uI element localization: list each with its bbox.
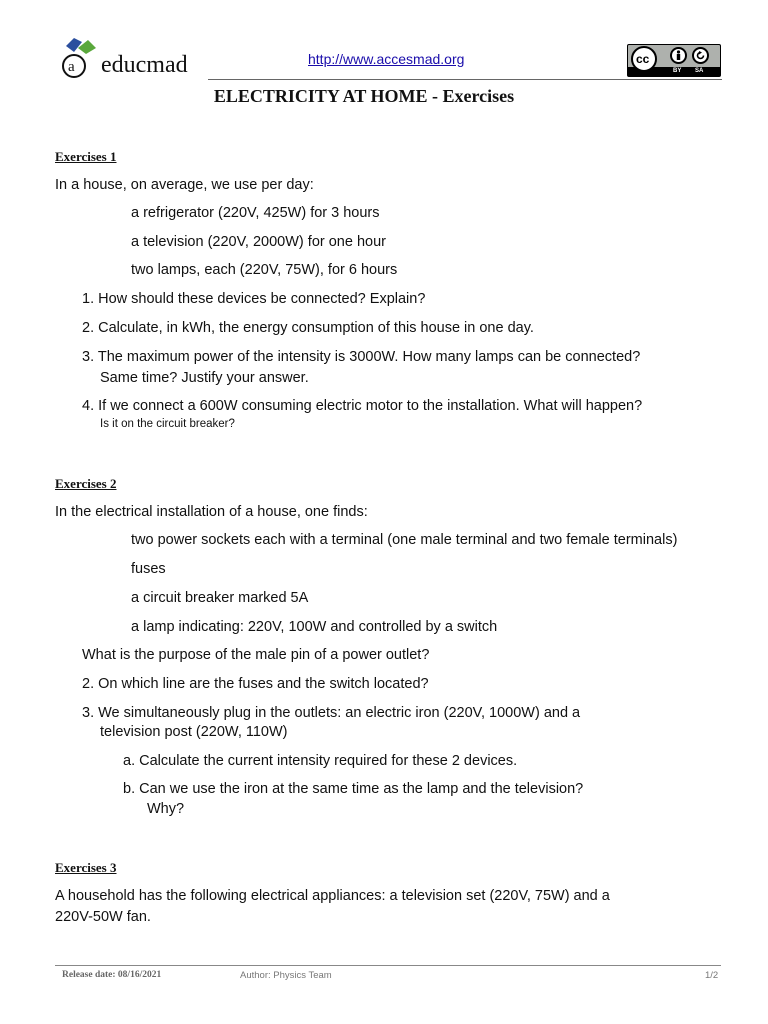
share-alike-icon [692, 47, 709, 64]
exercise-1-question-4: 4. If we connect a 600W consuming electric motor to the installation. What will happen? [82, 398, 643, 414]
cc-icon: cc [631, 46, 657, 72]
exercise-3-heading: Exercises 3 [55, 860, 117, 875]
exercise-1-question-4-cont: Is it on the circuit breaker? [100, 418, 235, 430]
list-item: a refrigerator (220V, 425W) for 3 hours [131, 205, 380, 221]
educmad-logo [56, 36, 206, 84]
exercise-1-question-2: 2. Calculate, in kWh, the energy consumption of this house in one day. [82, 320, 534, 336]
exercise-2-question-3: 3. We simultaneously plug in the outlets: an electric iron (220V, 1000W) and a [82, 705, 581, 721]
exercise-1-question-3-cont: Same time? Justify your answer. [100, 370, 309, 386]
exercise-2-question-3b: b. Can we use the iron at the same time as the lamp and the television? [123, 781, 584, 797]
list-item: a television (220V, 2000W) for one hour [131, 234, 386, 250]
sa-label: SA [695, 68, 704, 74]
exercise-1-intro: In a house, on average, we use per day: [55, 177, 314, 193]
page-title: ELECTRICITY AT HOME - Exercises [213, 86, 515, 106]
header-divider [208, 79, 722, 80]
list-item: two lamps, each (220V, 75W), for 6 hours [131, 262, 398, 278]
exercise-2-question-2: 2. On which line are the fuses and the switch located? [82, 676, 429, 692]
list-item: a lamp indicating: 220V, 100W and controlled by a switch [131, 619, 498, 635]
exercise-2-question-3a: a. Calculate the current intensity required for these 2 devices. [123, 753, 518, 769]
author: Author: Physics Team [240, 970, 332, 981]
svg-text:a: a [68, 59, 75, 75]
logo-mark-icon [56, 36, 100, 80]
exercise-2-question-3-cont: television post (220W, 110W) [100, 724, 288, 740]
list-item: two power sockets each with a terminal (one male terminal and two female terminals) [131, 532, 678, 548]
cc-by-sa-badge[interactable] [627, 44, 721, 77]
logo-text: educmad [101, 52, 188, 78]
list-item: a circuit breaker marked 5A [131, 590, 309, 606]
exercise-2-heading: Exercises 2 [55, 476, 117, 491]
attribution-icon [670, 47, 687, 64]
exercise-1-heading: Exercises 1 [55, 149, 117, 164]
release-date: Release date: 08/16/2021 [62, 970, 162, 980]
exercise-1-question-1: 1. How should these devices be connected? Explain? [82, 291, 426, 307]
page-number: 1/2 [705, 970, 719, 981]
exercise-2-question-3b-cont: Why? [147, 801, 185, 817]
footer-divider [55, 965, 721, 966]
website-link[interactable]: http://www.accesmad.org [308, 51, 465, 67]
list-item: fuses [131, 561, 166, 577]
exercise-3-intro-cont: 220V-50W fan. [55, 909, 151, 925]
exercise-2-intro: In the electrical installation of a house, one finds: [55, 504, 368, 520]
by-label: BY [673, 68, 682, 74]
exercise-1-question-3: 3. The maximum power of the intensity is 3000W. How many lamps can be connected? [82, 349, 641, 365]
exercise-2-question-1: What is the purpose of the male pin of a power outlet? [82, 647, 430, 663]
exercise-3-intro: A household has the following electrical appliances: a television set (220V, 75W) and a [55, 888, 610, 904]
